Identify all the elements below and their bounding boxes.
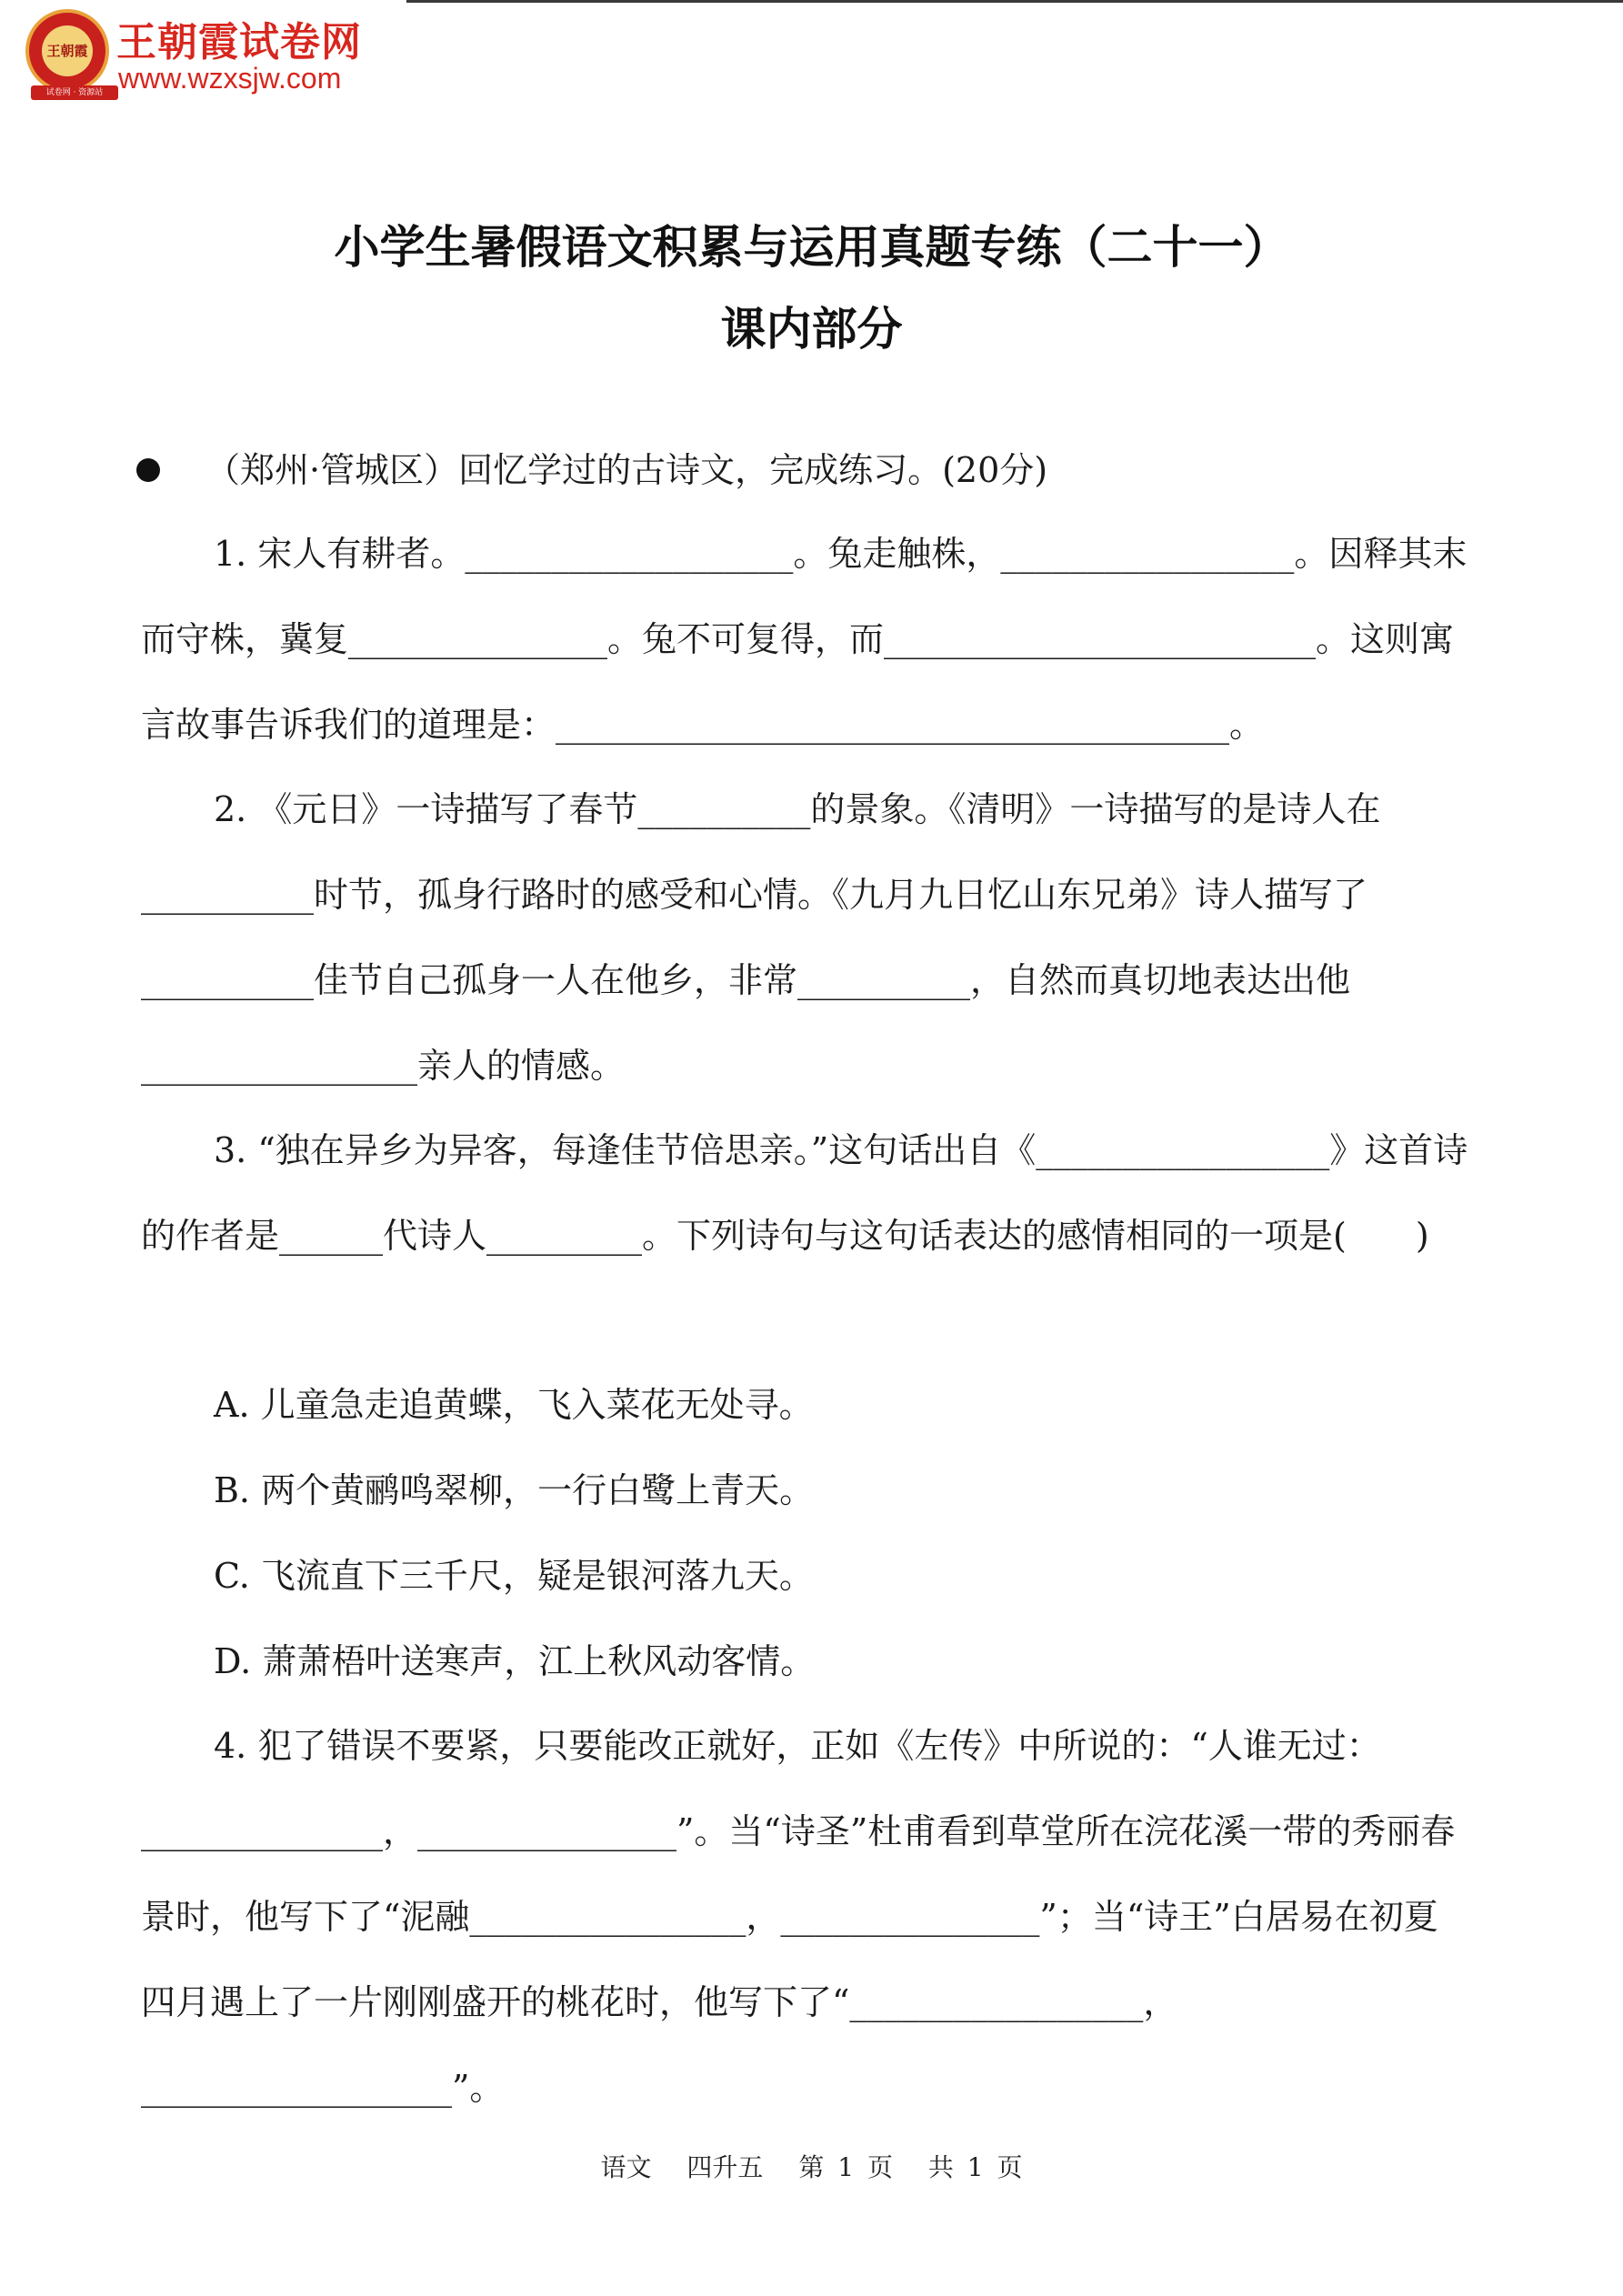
option-d: D. 萧萧梧叶送寒声，江上秋风动客情。	[214, 1641, 816, 1681]
section-intro	[136, 427, 1464, 513]
footer-page: 第 1 页	[798, 2152, 893, 2182]
question-4-text: 4. 犯了错误不要紧，只要能改正就好，正如《左传》中所说的：“人谁无过：______________，_______________”。当“诗圣”杜甫看到草堂所在浣花溪一带的秀丽春景时，他写下了“泥融________________，_______________”；当“诗王”白居易在初夏四月遇上了一片刚刚盛开的桃花时，他写下了“_________________，__________________”。	[141, 1726, 1456, 2108]
question-2	[141, 767, 1468, 1108]
question-3-options	[214, 1362, 815, 1704]
question-4	[141, 1703, 1468, 2131]
option-c: C. 飞流直下三千尺，疑是银河落九天。	[214, 1556, 814, 1596]
seal-icon	[25, 9, 109, 93]
intro-text: （郑州·管城区）回忆学过的古诗文，完成练习。(20分)	[205, 450, 1048, 490]
question-1-text: 1. 宋人有耕者。___________________。兔走触株，_________________。因释其末而守株，冀复_______________。兔不可复得，而_________________________。这则寓言故事告诉我们的道理是：_______________________________________。	[141, 534, 1468, 745]
header-rule	[406, 0, 1623, 3]
bullet-icon	[136, 458, 160, 482]
seal-ribbon: 试卷网 · 资源站	[31, 85, 118, 100]
footer-subject: 语文	[600, 2152, 652, 2182]
brand-name: 王朝霞试卷网	[116, 19, 362, 65]
footer-total: 共 1 页	[927, 2152, 1023, 2182]
question-3-text: 3. “独在异乡为异客，每逢佳节倍思亲。”这句话出自《_________________》这首诗的作者是______代诗人_________。下列诗句与这句话表达的感情相同的一项是( )	[141, 1130, 1468, 1256]
question-2-text: 2. 《元日》一诗描写了春节__________的景象。《清明》一诗描写的是诗人在__________时节，孤身行路时的感受和心情。《九月九日忆山东兄弟》诗人描写了__________佳节自己孤身一人在他乡，非常__________，自然而真切地表达出他________________亲人的情感。	[141, 789, 1381, 1086]
question-1	[141, 511, 1468, 767]
page-footer	[0, 2148, 1623, 2184]
page-title: 小学生暑假语文积累与运用真题专练（二十一）	[334, 221, 1289, 274]
brand-url[interactable]: www.wzxsjw.com	[118, 62, 342, 95]
seal-text: 王朝霞	[42, 25, 93, 76]
footer-grade: 四升五	[686, 2152, 764, 2182]
option-b: B. 两个黄鹂鸣翠柳，一行白鹭上青天。	[214, 1470, 815, 1510]
site-logo[interactable]	[25, 9, 407, 100]
question-3	[141, 1108, 1468, 1278]
page-subtitle: 课内部分	[720, 303, 903, 356]
option-a: A. 儿童急走追黄蝶，飞入菜花无处寻。	[214, 1385, 814, 1425]
